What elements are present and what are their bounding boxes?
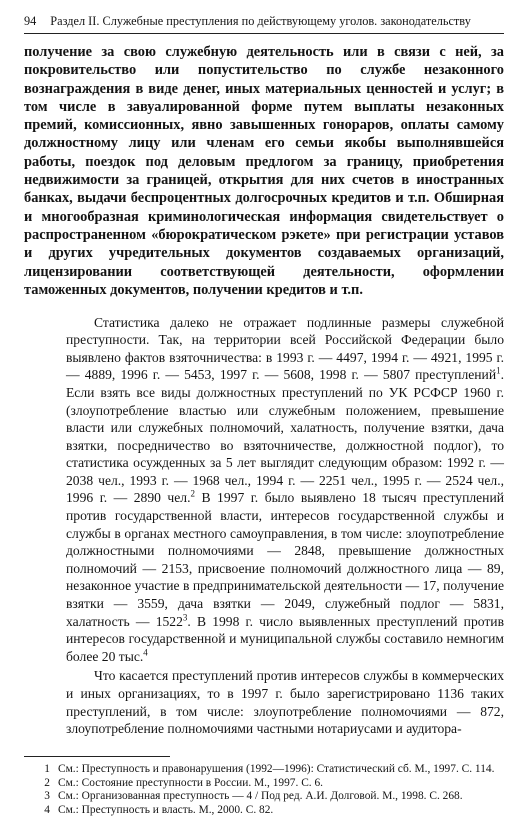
statistics-paragraph [66, 314, 504, 666]
stats-text-1: Статистика далеко не отражает подлинные размеры служебной преступности. Так, на территории всей Российской Федерации было выявлено фактов взяточничества: в 1993 г. — 4497, 1994 г. — 4921, 1995 г. — 4889, 1996 г. — 5453, 1997 г. — 5608, 1998 г. — 5807 преступлений [66, 314, 504, 383]
page-number: 94 [24, 14, 37, 28]
stats-text-2: . Если взять все виды должностных преступлений по УК РСФСР 1960 г. (злоупотребление властью или служебным положением, превышение власти или служебных полномочий, халатность, получение взятки, дача взятки, посредничество во взяточничестве, должностной подлог), то статистика осужденных за 5 лет выглядит следующим образом: 1992 г. — 2038 чел., 1993 г. — 1968 чел., 1994 г. — 2251 чел., 1995 г. — 2524 чел., 1996 г. — 2890 чел. [66, 367, 504, 506]
footnote-ref-2: 2 [190, 488, 195, 499]
footnote-text: См.: Состояние преступности в России. М., 1997. С. 6. [58, 776, 324, 789]
bold-paragraph: получение за свою служебную деятельность или в связи с ней, за покровительство или попустительство по службе незаконного вознаграждения в виде денег, иных материальных ценностей и услуг; в том числе в завуалированной форме путем выплаты незаконных премий, комиссионных, явно завышенных гонораров, оплаты самому должностному лицу или членам его семьи якобы выполнявшейся работы, поездок под деловым предлогом за границу, приобретения недвижимости за границей, открытия для них счетов в иностранных банках, выдачи беспроцентных долгосрочных кредитов и т.п. Обширная и многообразная криминологическая информация свидетельствует о распространенном «бюрократическом рэкете» при регистрации уставов и других учредительных документов создаваемых организаций, лицензировании соответствующей деятельности, оформлении таможенных документов, получении кредитов и т.п. [24, 44, 504, 298]
footnote-mark: 4 [44, 804, 50, 817]
footnote-text: См.: Преступность и правонарушения (1992—1996): Статистический сб. М., 1997. С. 114. [58, 762, 495, 775]
running-title: Раздел II. Служебные преступления по действующему уголов. законодательству [50, 14, 471, 28]
stats-text-4: . В 1998 г. число выявленных преступлений против интересов государственной и муниципальной службы составило немногим более 20 тыс. [66, 613, 504, 664]
footnote-mark: 3 [44, 790, 50, 803]
footnote-text: См.: Организованная преступность — 4 / Под ред. А.И. Долговой. М., 1998. С. 268. [58, 790, 463, 803]
footnote-1 [24, 763, 504, 777]
book-page [24, 14, 504, 818]
footnote-mark: 1 [44, 762, 50, 775]
footnotes [24, 763, 504, 818]
commercial-crimes-paragraph: Что касается преступлений против интересов службы в коммерческих и иных организациях, то в 1997 г. было зарегистрировано 1136 таких преступлений, в том числе: злоупотребление полномочиями — 872, злоупотребление полномочиями частными нотариусами и аудитора- [66, 668, 504, 737]
footnote-mark: 2 [44, 776, 50, 789]
footnote-2 [24, 777, 504, 791]
footnote-separator [24, 756, 170, 757]
stats-text-3: В 1997 г. было выявлено 18 тысяч преступлений против государственной власти, интересов государственной службы и службы в органах местного самоуправления, в том числе: злоупотребление должностными полномочиями — 2848, превышение должностных полномочий — 2153, присвоение полномочий должностного лица — 89, незаконное участие в предпринимательской деятельности — 17, получение взятки — 3559, дача взятки — 2049, служебный подлог — 5831, халатность — 1522 [66, 490, 505, 629]
footnote-text: См.: Преступность и власть. М., 2000. С. 82. [58, 804, 274, 817]
footnote-ref-1: 1 [496, 365, 501, 376]
footnote-ref-4: 4 [143, 647, 148, 658]
page-header [24, 14, 504, 34]
footnote-3 [24, 790, 504, 804]
footnote-ref-3: 3 [182, 612, 188, 623]
